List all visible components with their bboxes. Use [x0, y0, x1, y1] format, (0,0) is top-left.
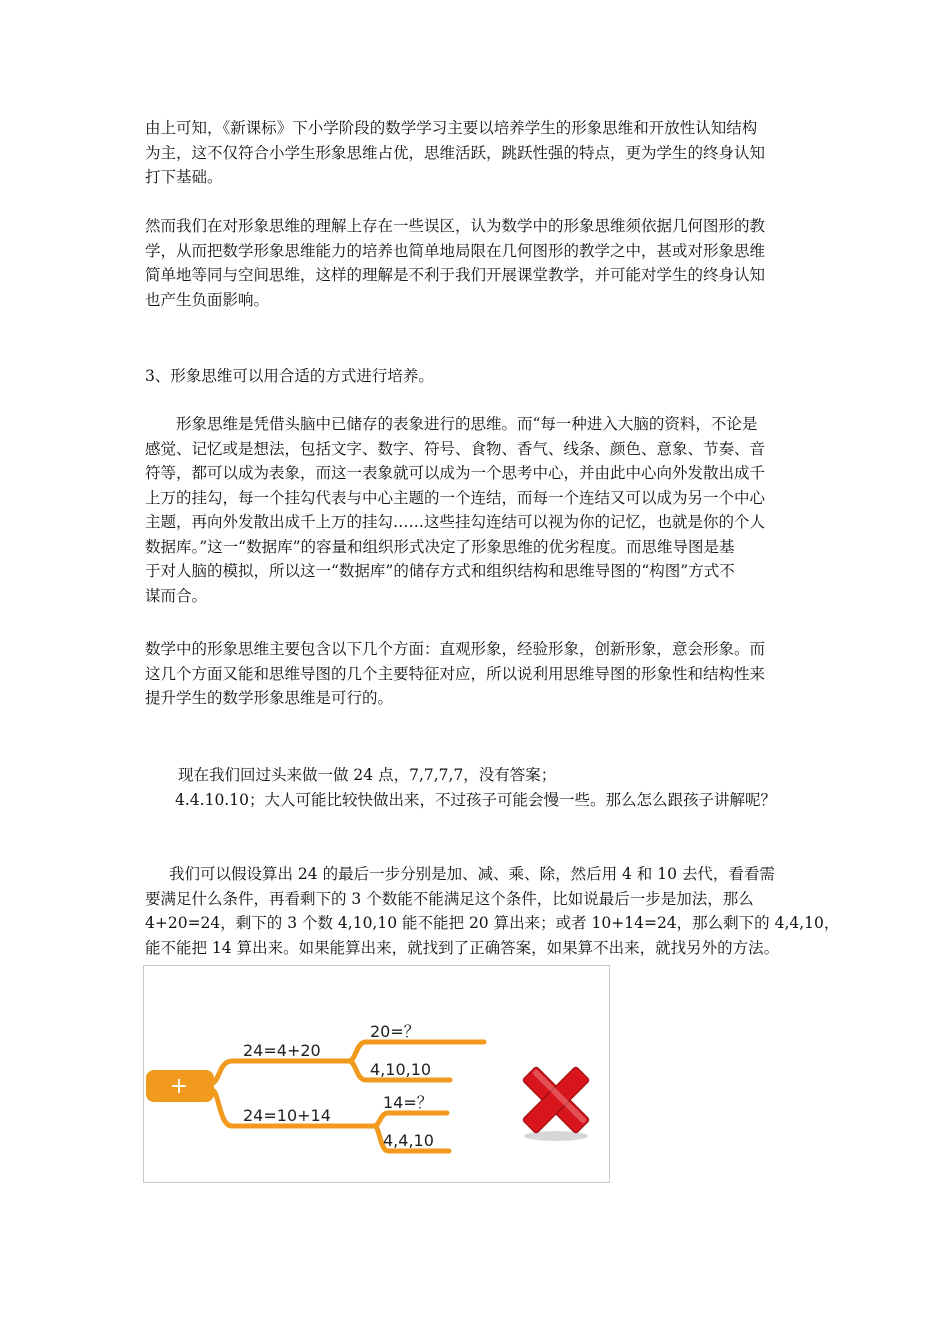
branch-line-upper — [212, 1061, 349, 1083]
section-heading — [145, 364, 809, 389]
paragraph-2 — [145, 214, 809, 312]
text-line: 简单地等同与空间思维，这样的理解是不利于我们开展课堂教学，并可能对学生的终身认知 — [145, 266, 766, 284]
leaf-label-lower-bottom: 4,4,10 — [383, 1131, 434, 1150]
paragraph-5 — [145, 763, 809, 812]
text-line: 形象思维是凭借头脑中已储存的表象进行的思维。而“每一种进入大脑的资料，不论是 — [176, 415, 758, 433]
leaf-label-upper-bottom: 4,10,10 — [370, 1060, 432, 1079]
text-line: 数据库。”这一“数据库”的容量和组织形式决定了形象思维的优劣程度。而思维导图是基 — [145, 537, 735, 556]
paragraph-4 — [145, 637, 809, 711]
text-line: 打下基础。 — [145, 168, 223, 186]
leaf-line-lower-top — [374, 1113, 447, 1126]
text-line: 4.4.10.10；大人可能比较快做出来，不过孩子可能会慢一些。那么怎么跟孩子讲解呢？ — [175, 790, 776, 809]
text-line: 这几个方面又能和思维导图的几个主要特征对应，所以说利用思维导图的形象性和结构性来 — [145, 664, 766, 683]
text-line: 现在我们回过头来做一做 24 点，7,7,7,7，没有答案； — [178, 766, 557, 784]
text-line: 4+20=24，剩下的 3 个数 4,10,10 能不能把 20 算出来；或者 10+14=24，那么剩下的 4,4,10， — [145, 914, 840, 932]
paragraph-6 — [145, 862, 840, 960]
paragraph-1 — [145, 116, 809, 190]
mind-map-svg — [144, 966, 609, 1182]
text-line: 提升学生的数学形象思维是可行的。 — [145, 689, 394, 707]
text-line: 感觉、记忆或是想法，包括文字、数字、符号、食物、香气、线条、颜色、意象、节奏、音 — [145, 439, 766, 458]
text-line: 于对人脑的模拟，所以这一“数据库”的储存方式和组织结构和思维导图的“构图”方式不 — [145, 562, 735, 580]
text-line: 能不能把 14 算出来。如果能算出来，就找到了正确答案，如果算不出来，就找另外的方法。 — [145, 938, 780, 957]
text-line: 为主，这不仅符合小学生形象思维占优，思维活跃，跳跃性强的特点，更为学生的终身认知 — [145, 143, 766, 162]
text-line: 上万的挂勾，每一个挂勾代表与中心主题的一个连结，而每一个连结又可以成为另一个中心 — [145, 488, 766, 507]
text-line: 数学中的形象思维主要包含以下几个方面：直观形象，经验形象，创新形象，意会形象。而 — [145, 640, 766, 658]
leaf-label-lower-top: 14=？ — [383, 1093, 433, 1112]
branch-label-lower: 24=10+14 — [243, 1106, 331, 1125]
cross-shadow — [524, 1131, 588, 1141]
heading-text: 3、形象思维可以用合适的方式进行培养。 — [145, 367, 434, 385]
branch-label-upper: 24=4+20 — [243, 1041, 321, 1060]
text-line: 谋而合。 — [145, 586, 208, 605]
paragraph-3 — [145, 412, 809, 608]
text-line: 也产生负面影响。 — [145, 290, 270, 309]
text-line: 由上可知，《新课标》下小学阶段的数学学习主要以培养学生的形象思维和开放性认知结构 — [145, 119, 758, 137]
text-line: 符等，都可以成为表象，而这一表象就可以成为一个思考中心，并由此中心向外发散出成千 — [145, 464, 766, 482]
text-line: 我们可以假设算出 24 的最后一步分别是加、减、乘、除，然后用 4 和 10 去代，看看需 — [169, 865, 775, 883]
text-line: 然而我们在对形象思维的理解上存在一些误区，认为数学中的形象思维须依据几何图形的教 — [145, 217, 766, 235]
text-line: 学，从而把数学形象思维能力的培养也简单地局限在几何图形的教学之中，甚或对形象思维 — [145, 241, 766, 260]
root-node-label: + — [169, 1074, 189, 1099]
leaf-label-upper-top: 20=？ — [370, 1022, 420, 1041]
text-line: 要满足什么条件，再看剩下的 3 个数能不能满足这个条件，比如说最后一步是加法，那么 — [145, 889, 754, 908]
text-line: 主题，再向外发散出成千上万的挂勾……这些挂勾连结可以视为你的记忆，也就是你的个人 — [145, 513, 766, 531]
leaf-line-upper-top — [349, 1042, 484, 1061]
mind-map-figure — [143, 965, 610, 1183]
